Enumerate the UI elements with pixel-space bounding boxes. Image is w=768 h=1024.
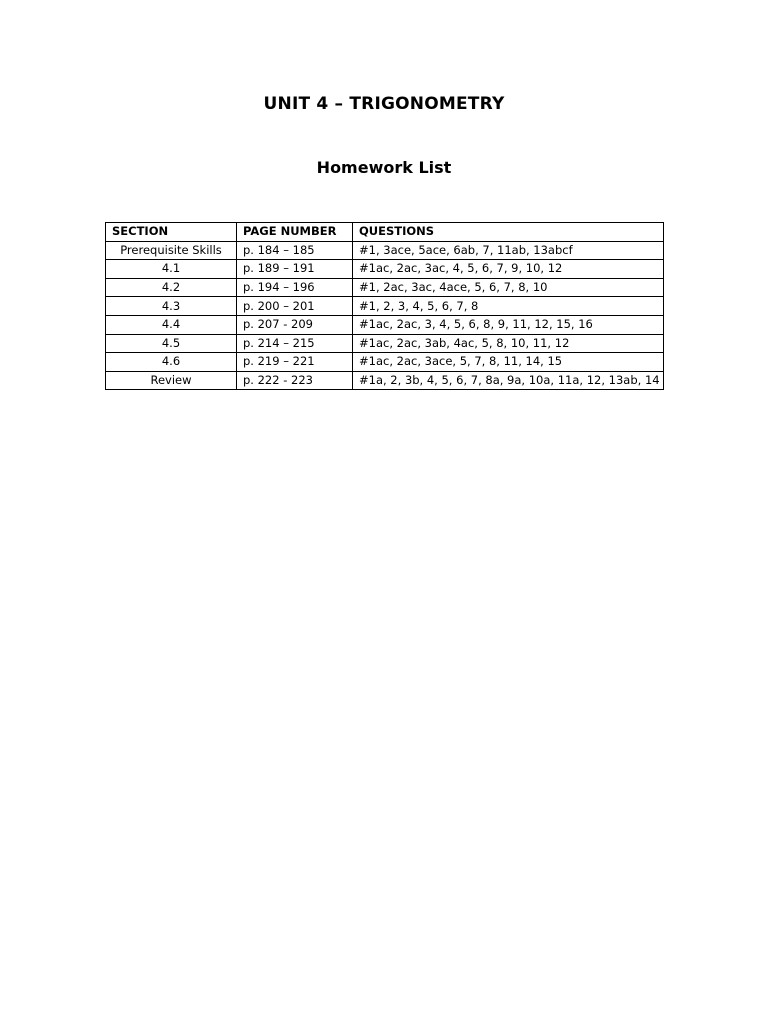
section-cell: 4.4 (106, 315, 237, 334)
table-row (106, 353, 664, 372)
column-header-questions: QUESTIONS (353, 223, 664, 242)
section-cell: 4.5 (106, 334, 237, 353)
page-subtitle: Homework List (316, 158, 452, 177)
questions-cell: #1ac, 2ac, 3ab, 4ac, 5, 8, 10, 11, 12 (353, 334, 664, 353)
table-row (106, 371, 664, 390)
page-number-cell: p. 207 - 209 (237, 315, 353, 334)
questions-cell: #1ac, 2ac, 3ace, 5, 7, 8, 11, 14, 15 (353, 353, 664, 372)
page-number-cell: p. 189 – 191 (237, 260, 353, 279)
page-title: UNIT 4 – TRIGONOMETRY (263, 94, 505, 114)
section-cell: Prerequisite Skills (106, 241, 237, 260)
table-row (106, 241, 664, 260)
questions-cell: #1, 2, 3, 4, 5, 6, 7, 8 (353, 297, 664, 316)
table-row (106, 297, 664, 316)
page-number-cell: p. 200 – 201 (237, 297, 353, 316)
page-number-cell: p. 222 - 223 (237, 371, 353, 390)
section-cell: 4.1 (106, 260, 237, 279)
questions-cell: #1ac, 2ac, 3, 4, 5, 6, 8, 9, 11, 12, 15, 16 (353, 315, 664, 334)
questions-cell: #1a, 2, 3b, 4, 5, 6, 7, 8a, 9a, 10a, 11a, 12, 13ab, 14 (353, 371, 664, 390)
homework-table (105, 222, 664, 390)
table-row (106, 334, 664, 353)
section-cell: Review (106, 371, 237, 390)
table-row (106, 260, 664, 279)
section-cell: 4.2 (106, 278, 237, 297)
section-cell: 4.6 (106, 353, 237, 372)
column-header-page-number: PAGE NUMBER (237, 223, 353, 242)
page-number-cell: p. 219 – 221 (237, 353, 353, 372)
questions-cell: #1, 3ace, 5ace, 6ab, 7, 11ab, 13abcf (353, 241, 664, 260)
page-number-cell: p. 184 – 185 (237, 241, 353, 260)
questions-cell: #1ac, 2ac, 3ac, 4, 5, 6, 7, 9, 10, 12 (353, 260, 664, 279)
column-header-section: SECTION (106, 223, 237, 242)
table-header-row (106, 223, 664, 242)
table-row (106, 278, 664, 297)
page-number-cell: p. 194 – 196 (237, 278, 353, 297)
questions-cell: #1, 2ac, 3ac, 4ace, 5, 6, 7, 8, 10 (353, 278, 664, 297)
table-row (106, 315, 664, 334)
section-cell: 4.3 (106, 297, 237, 316)
page-number-cell: p. 214 – 215 (237, 334, 353, 353)
